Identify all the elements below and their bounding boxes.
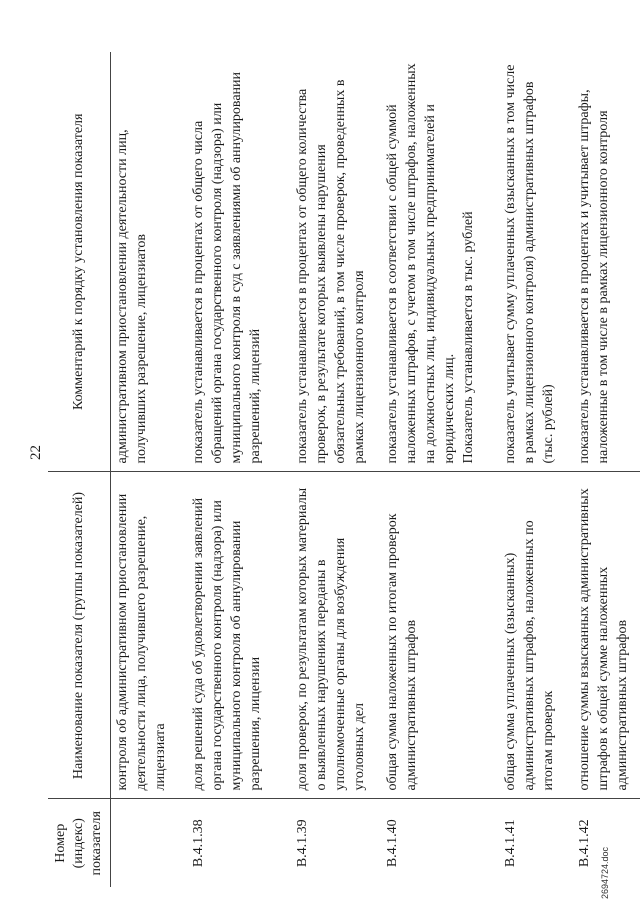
table-row [381, 52, 499, 887]
row-index [111, 799, 187, 887]
row-name: доля проверок, по результатам которых материалы о выявленных нарушениях переданы в уполномоченные органы для возбуждения уголовных дел [291, 472, 381, 799]
row-comment: показатель устанавливается в процентах от общего числа обращений органа государственного контроля (надзора) или муниципального контроля в суд с заявлениями об аннулировании разрешений, лицензий [187, 52, 291, 472]
row-index: В.4.1.39 [294, 819, 310, 868]
row-comment-text: показатель устанавливается в соответствии с общей суммой наложенных штрафов, с учетом в том числе штрафов, наложенных на должностных лиц, индивидуальных предпринимателей и юридических лиц. [384, 63, 457, 464]
row-index: В.4.1.38 [190, 819, 206, 868]
row-comment [381, 52, 499, 472]
header-row [48, 52, 111, 887]
table-row [187, 52, 291, 887]
row-name: отношение суммы взысканных административных штрафов к общей сумме наложенных административных штрафов [573, 472, 640, 799]
row-comment: показатель устанавливается в процентах и учитывает штрафы, наложенные в том числе в рамках лицензионного контроля [573, 52, 640, 472]
row-comment: административном приостановлении деятельности лиц, получивших разрешение, лицензиатов [111, 52, 187, 472]
row-comment-unit: Показатель устанавливается в тыс. рублей [460, 211, 476, 464]
header-index: Номер (индекс) показателя [48, 799, 111, 887]
row-name: доля решений суда об удовлетворении заявлений органа государственного контроля (надзора) или муниципального контроля об аннулировании разрешения, лицензии [187, 472, 291, 799]
row-comment: показатель устанавливается в процентах от общего количества проверок, в результате которых выявлены нарушения обязательных требований, в том числе проверок, проведенных в рамках лицензионного контроля [291, 52, 381, 472]
table-row [111, 52, 187, 887]
row-name: общая сумма уплаченных (взысканных) административных штрафов, наложенных по итогам проверок [499, 472, 573, 799]
row-index: В.4.1.42 [576, 819, 592, 868]
table-row [291, 52, 381, 887]
row-name: общая сумма наложенных по итогам проверок административных штрафов [381, 472, 499, 799]
row-comment: показатель учитывает сумму уплаченных (взысканных в том числе в рамках лицензионного контроля) административных штрафов (тыс. рублей) [499, 52, 573, 472]
row-index: В.4.1.40 [384, 819, 400, 868]
header-comment: Комментарий к порядку установления показателя [48, 52, 111, 472]
row-index: В.4.1.41 [502, 819, 518, 868]
page-number: 22 [28, 445, 44, 460]
footer-filename: 2694724.doc [600, 846, 610, 899]
table-row [499, 52, 573, 887]
indicators-table [48, 52, 640, 887]
header-name: Наименование показателя (группы показателей) [48, 472, 111, 799]
table-row [573, 52, 640, 887]
row-name: контроля об административном приостановлении деятельности лица, получившего разрешение, лицензиата [111, 472, 187, 799]
